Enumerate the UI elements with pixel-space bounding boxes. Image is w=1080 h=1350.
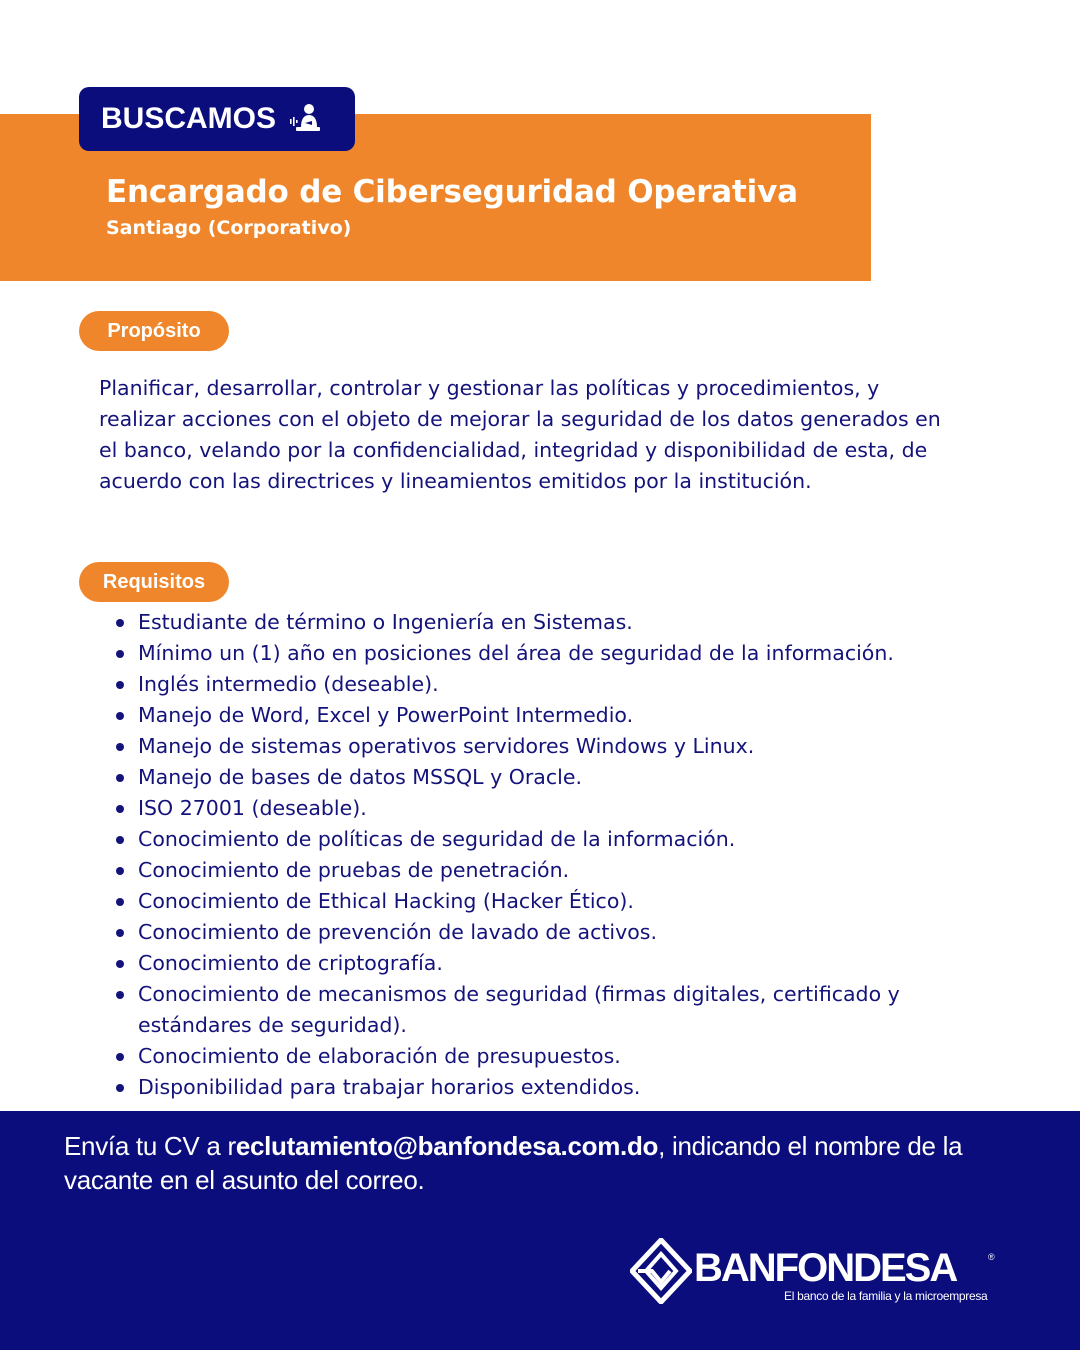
banfondesa-diamond-logo-icon: [630, 1238, 692, 1304]
cta-prefix: Envía tu CV a r: [64, 1131, 236, 1161]
requirement-item: Conocimiento de pruebas de penetración.: [138, 855, 938, 886]
recruitment-email-link[interactable]: eclutamiento@banfondesa.com.do: [235, 1131, 659, 1161]
job-title: Encargado de Ciberseguridad Operativa: [106, 174, 798, 210]
requirement-item: Manejo de bases de datos MSSQL y Oracle.: [138, 762, 938, 793]
requirement-item: Conocimiento de prevención de lavado de activos.: [138, 917, 938, 948]
application-instructions: [64, 1129, 1024, 1197]
brand-registered-mark: ®: [988, 1252, 995, 1262]
requirement-item: Conocimiento de políticas de seguridad de la información.: [138, 824, 938, 855]
requirement-item: Manejo de Word, Excel y PowerPoint Intermedio.: [138, 700, 938, 731]
requirement-item: Disponibilidad para trabajar horarios extendidos.: [138, 1072, 938, 1103]
requirement-item: ISO 27001 (deseable).: [138, 793, 938, 824]
buscamos-badge: [79, 87, 355, 151]
job-location: Santiago (Corporativo): [106, 217, 352, 239]
worker-at-desk-icon: [288, 102, 322, 136]
requirement-item: Conocimiento de Ethical Hacking (Hacker Ético).: [138, 886, 938, 917]
purpose-heading: Propósito: [79, 311, 229, 351]
requirement-item: Conocimiento de elaboración de presupuestos.: [138, 1041, 938, 1072]
requirements-list: [138, 607, 938, 1103]
requirement-item: Conocimiento de mecanismos de seguridad (firmas digitales, certificado y estándares de seguridad).: [138, 979, 938, 1041]
requirement-item: Manejo de sistemas operativos servidores Windows y Linux.: [138, 731, 938, 762]
requirement-item: Estudiante de término o Ingeniería en Sistemas.: [138, 607, 938, 638]
requirement-item: Conocimiento de criptografía.: [138, 948, 938, 979]
requirements-heading: Requisitos: [79, 562, 229, 602]
requirement-item: Inglés intermedio (deseable).: [138, 669, 938, 700]
cta-suffix: , indicando el nombre de la vacante en el asunto del correo.: [64, 1131, 963, 1195]
buscamos-label: BUSCAMOS: [101, 102, 277, 135]
requirement-item: Mínimo un (1) año en posiciones del área de seguridad de la información.: [138, 638, 938, 669]
brand-name: BANFONDESA: [694, 1246, 957, 1290]
purpose-text: Planificar, desarrollar, controlar y gestionar las políticas y procedimientos, y realizar acciones con el objeto de mejorar la seguridad de los datos generados en el banco, velando por la confidencialidad, integridad y disponibilidad de esta, de acuerdo con las directrices y lineamientos emitidos por la institución.: [99, 376, 941, 493]
brand-tagline: El banco de la familia y la microempresa: [784, 1289, 988, 1303]
